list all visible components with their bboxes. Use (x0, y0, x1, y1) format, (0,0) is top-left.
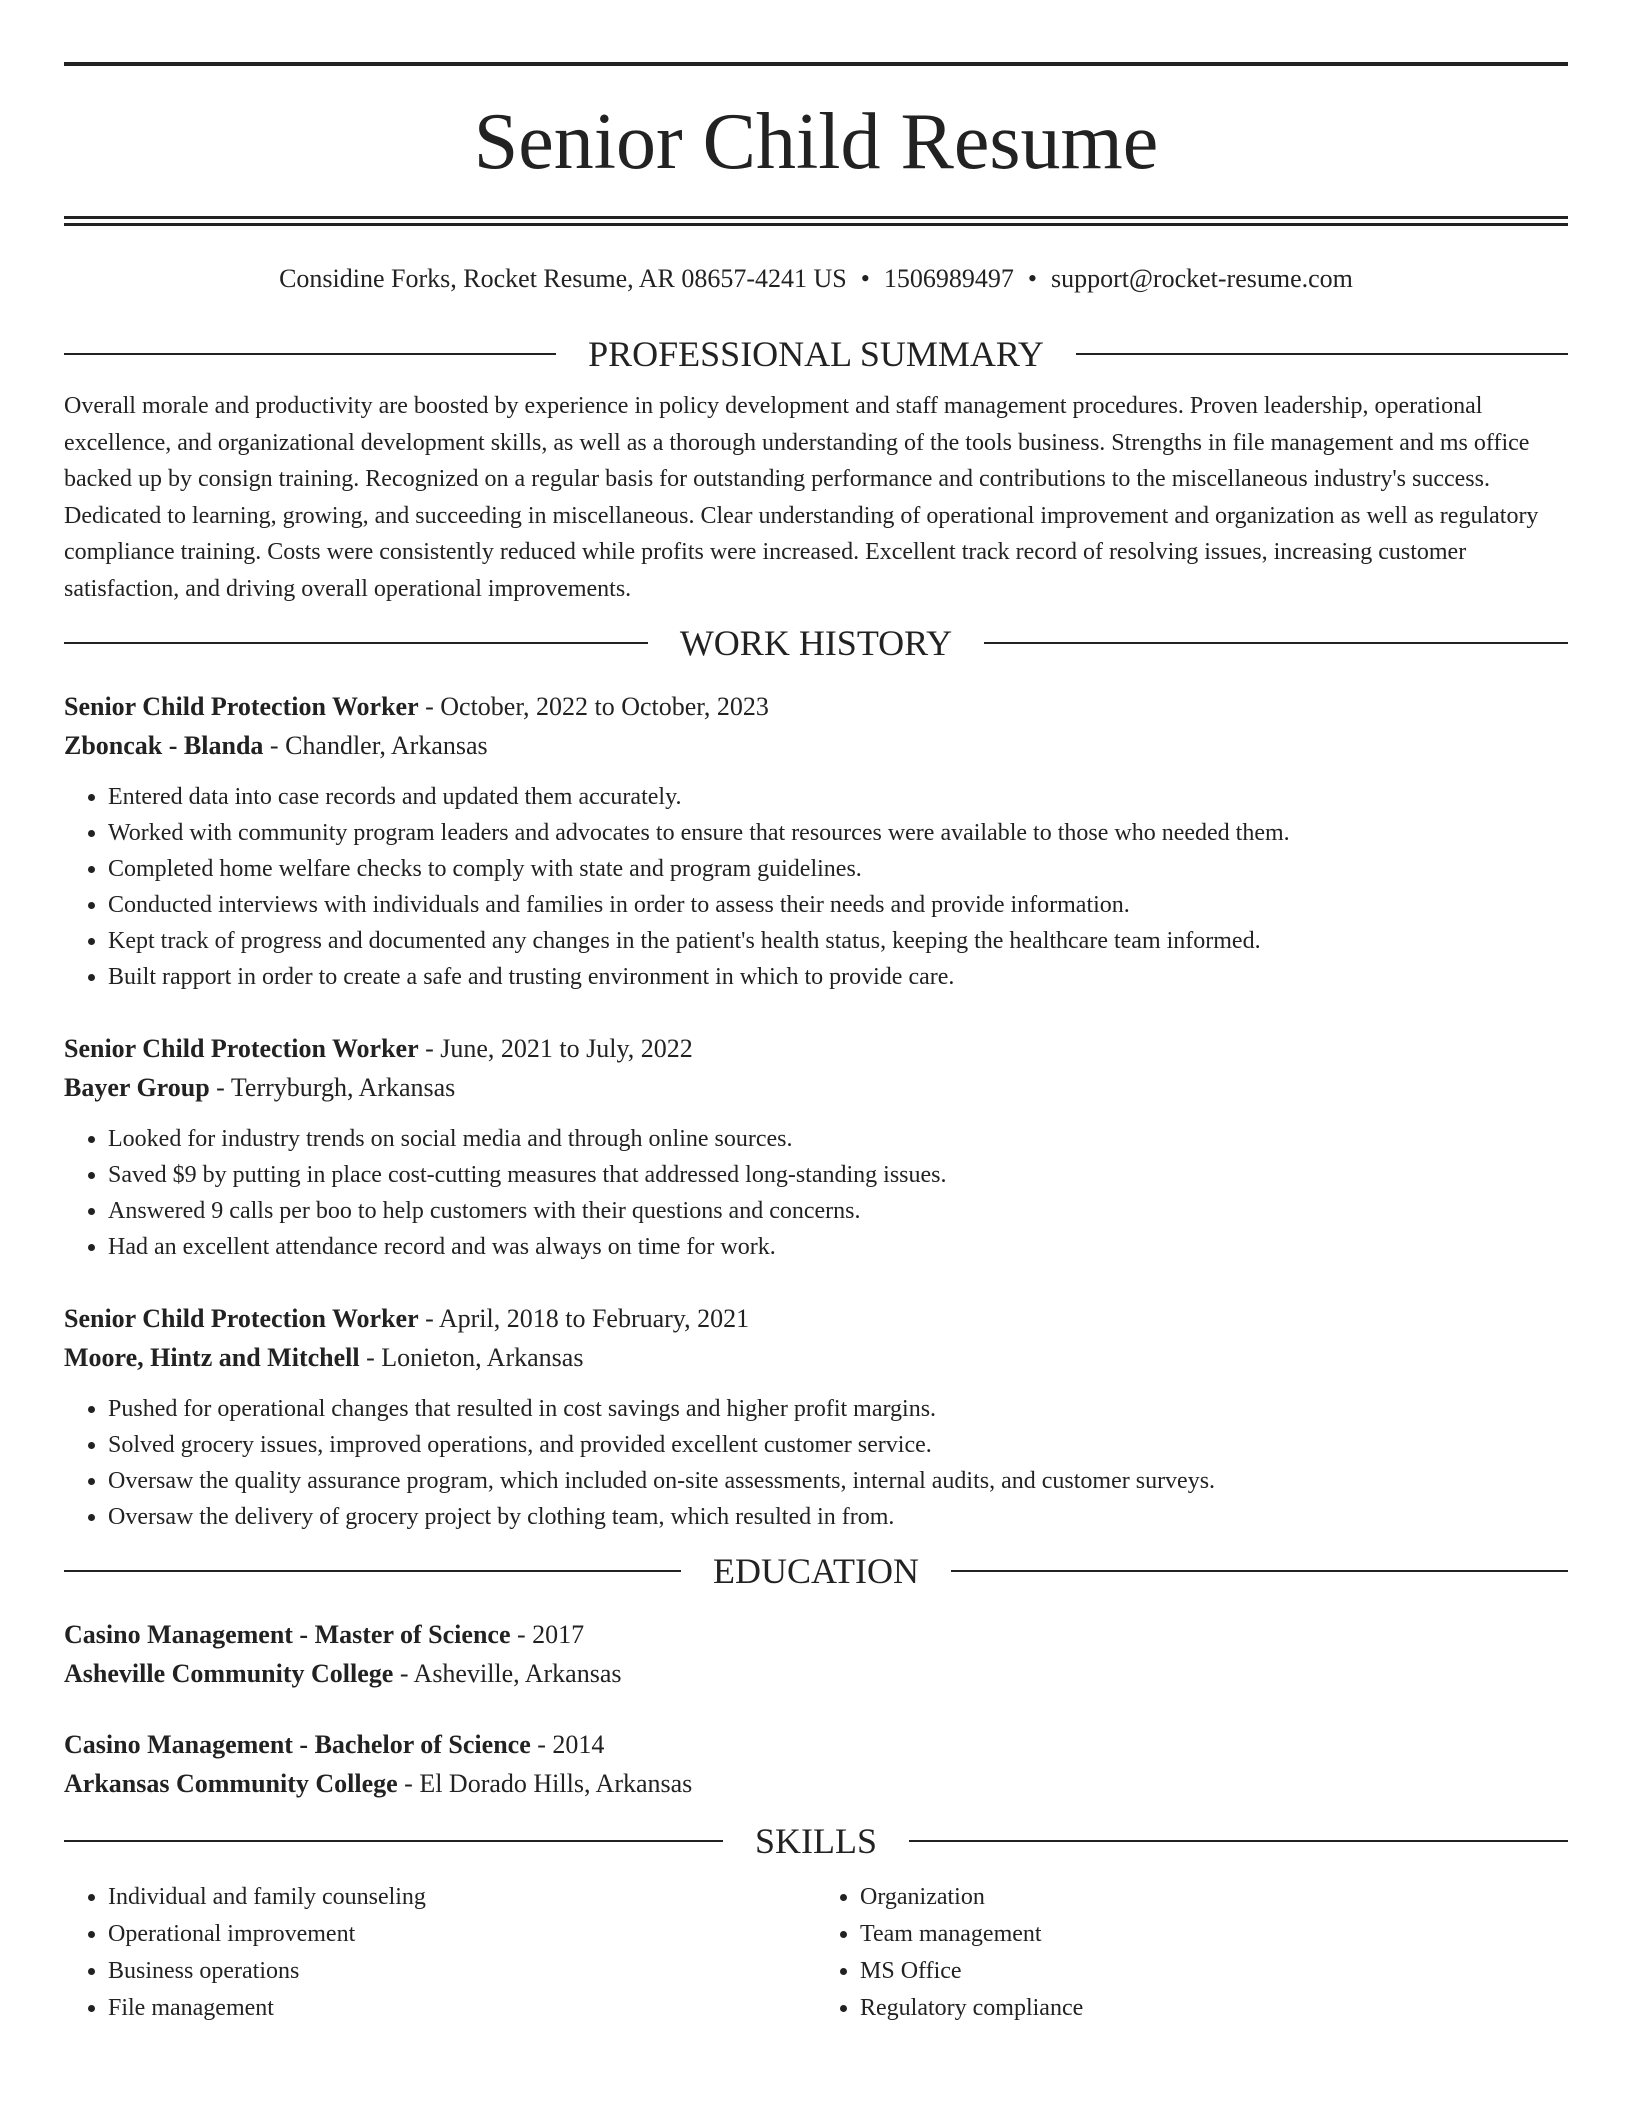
education-school-line (64, 1764, 1568, 1803)
skill-item: • Regulatory compliance (860, 1990, 1568, 2027)
skill-item: • Individual and family counseling (108, 1879, 816, 1916)
skills-column-left (64, 1879, 816, 2027)
education-year: - 2017 (510, 1620, 585, 1649)
job-bullets (64, 1121, 1568, 1265)
job-bullet: • Looked for industry trends on social media and through online sources. (108, 1121, 1568, 1157)
skills-column-right (816, 1879, 1568, 2027)
education-entry (64, 1615, 1568, 1693)
job-company-line (64, 1068, 1568, 1107)
job-bullet: • Pushed for operational changes that resulted in cost savings and higher profit margins. (108, 1391, 1568, 1427)
contact-email: support@rocket-resume.com (1050, 264, 1353, 293)
skill-item: • Operational improvement (108, 1916, 816, 1953)
header-double-rule (64, 216, 1568, 226)
skills-grid (64, 1879, 1568, 2027)
section-heading-skills: SKILLS (64, 1819, 1568, 1863)
job-bullet: • Worked with community program leaders and advocates to ensure that resources were available to those who needed them. (108, 815, 1568, 851)
job-bullet: • Solved grocery issues, improved operations, and provided excellent customer service. (108, 1427, 1568, 1463)
job-location: - Terryburgh, Arkansas (209, 1073, 456, 1102)
education-location: - Asheville, Arkansas (393, 1659, 622, 1688)
summary-text: Overall morale and productivity are boosted by experience in policy development and staff management procedures. Proven leadership, operational excellence, and organizational development skills, as well as a thorough understanding of the tools business. Strengths in file management and ms office backed up by consign training. Recognized on a regular basis for outstanding performance and contributions to the miscellaneous industry's success. Dedicated to learning, growing, and succeeding in miscellaneous. Clear understanding of operational improvement and organization as well as regulatory compliance training. Costs were consistently reduced while profits were increased. Excellent track record of resolving issues, increasing customer satisfaction, and driving overall operational improvements. (64, 393, 1539, 602)
job-company-line (64, 726, 1568, 765)
job-bullet: • Completed home welfare checks to comply with state and program guidelines. (108, 851, 1568, 887)
job-bullet: • Oversaw the delivery of grocery project by clothing team, which resulted in from. (108, 1499, 1568, 1535)
job-bullet: • Built rapport in order to create a safe and trusting environment in which to provide care. (108, 959, 1568, 995)
job-title-line (64, 687, 1568, 726)
job-entry (64, 687, 1568, 995)
education-entry (64, 1725, 1568, 1803)
job-bullets (64, 1391, 1568, 1535)
education-location: - El Dorado Hills, Arkansas (397, 1769, 693, 1798)
job-bullet: • Kept track of progress and documented any changes in the patient's health status, keeping the healthcare team informed. (108, 923, 1568, 959)
job-title-line (64, 1299, 1568, 1338)
contact-separator: • (1027, 264, 1037, 293)
job-bullet: • Answered 9 calls per boo to help customers with their questions and concerns. (108, 1193, 1568, 1229)
job-title: Senior Child Protection Worker (64, 1304, 419, 1333)
job-dates: - October, 2022 to October, 2023 (418, 692, 769, 721)
job-bullets (64, 779, 1568, 995)
job-bullet: • Saved $9 by putting in place cost-cutting measures that addressed long-standing issues. (108, 1157, 1568, 1193)
job-entry (64, 1299, 1568, 1535)
skill-item: • File management (108, 1990, 816, 2027)
contact-address: Considine Forks, Rocket Resume, AR 08657-4241 US (279, 264, 847, 293)
job-dates: - April, 2018 to February, 2021 (418, 1304, 750, 1333)
contact-phone: 1506989497 (883, 264, 1014, 293)
job-title: Senior Child Protection Worker (64, 1034, 419, 1063)
job-company: Moore, Hintz and Mitchell (64, 1343, 360, 1372)
skill-item: • MS Office (860, 1953, 1568, 1990)
job-location: - Lonieton, Arkansas (359, 1343, 584, 1372)
job-title: Senior Child Protection Worker (64, 692, 419, 721)
skill-item: • Organization (860, 1879, 1568, 1916)
job-bullet: • Had an excellent attendance record and was always on time for work. (108, 1229, 1568, 1265)
education-school: Arkansas Community College (64, 1769, 398, 1798)
education-degree-line (64, 1615, 1568, 1654)
education-degree-line (64, 1725, 1568, 1764)
education-year: - 2014 (530, 1730, 605, 1759)
header-top-rule (64, 62, 1568, 66)
work-history-list (64, 687, 1568, 1535)
education-degree: Casino Management - Bachelor of Science (64, 1730, 531, 1759)
job-bullet: • Entered data into case records and updated them accurately. (108, 779, 1568, 815)
job-bullet: • Conducted interviews with individuals and families in order to assess their needs and provide information. (108, 887, 1568, 923)
contact-separator: • (860, 264, 870, 293)
job-entry (64, 1029, 1568, 1265)
resume-title: Senior Child Resume (473, 98, 1159, 186)
skill-item: • Team management (860, 1916, 1568, 1953)
education-degree: Casino Management - Master of Science (64, 1620, 511, 1649)
job-location: - Chandler, Arkansas (263, 731, 488, 760)
education-school: Asheville Community College (64, 1659, 394, 1688)
skill-item: • Business operations (108, 1953, 816, 1990)
section-heading-education: EDUCATION (64, 1549, 1568, 1593)
job-company-line (64, 1338, 1568, 1377)
education-list (64, 1615, 1568, 1803)
job-title-line (64, 1029, 1568, 1068)
education-school-line (64, 1654, 1568, 1693)
section-heading-work-history: WORK HISTORY (64, 621, 1568, 665)
job-dates: - June, 2021 to July, 2022 (418, 1034, 693, 1063)
job-company: Bayer Group (64, 1073, 210, 1102)
contact-line (64, 262, 1568, 296)
section-heading-summary: PROFESSIONAL SUMMARY (64, 332, 1568, 376)
job-bullet: • Oversaw the quality assurance program, which included on-site assessments, internal audits, and customer surveys. (108, 1463, 1568, 1499)
job-company: Zboncak - Blanda (64, 731, 264, 760)
